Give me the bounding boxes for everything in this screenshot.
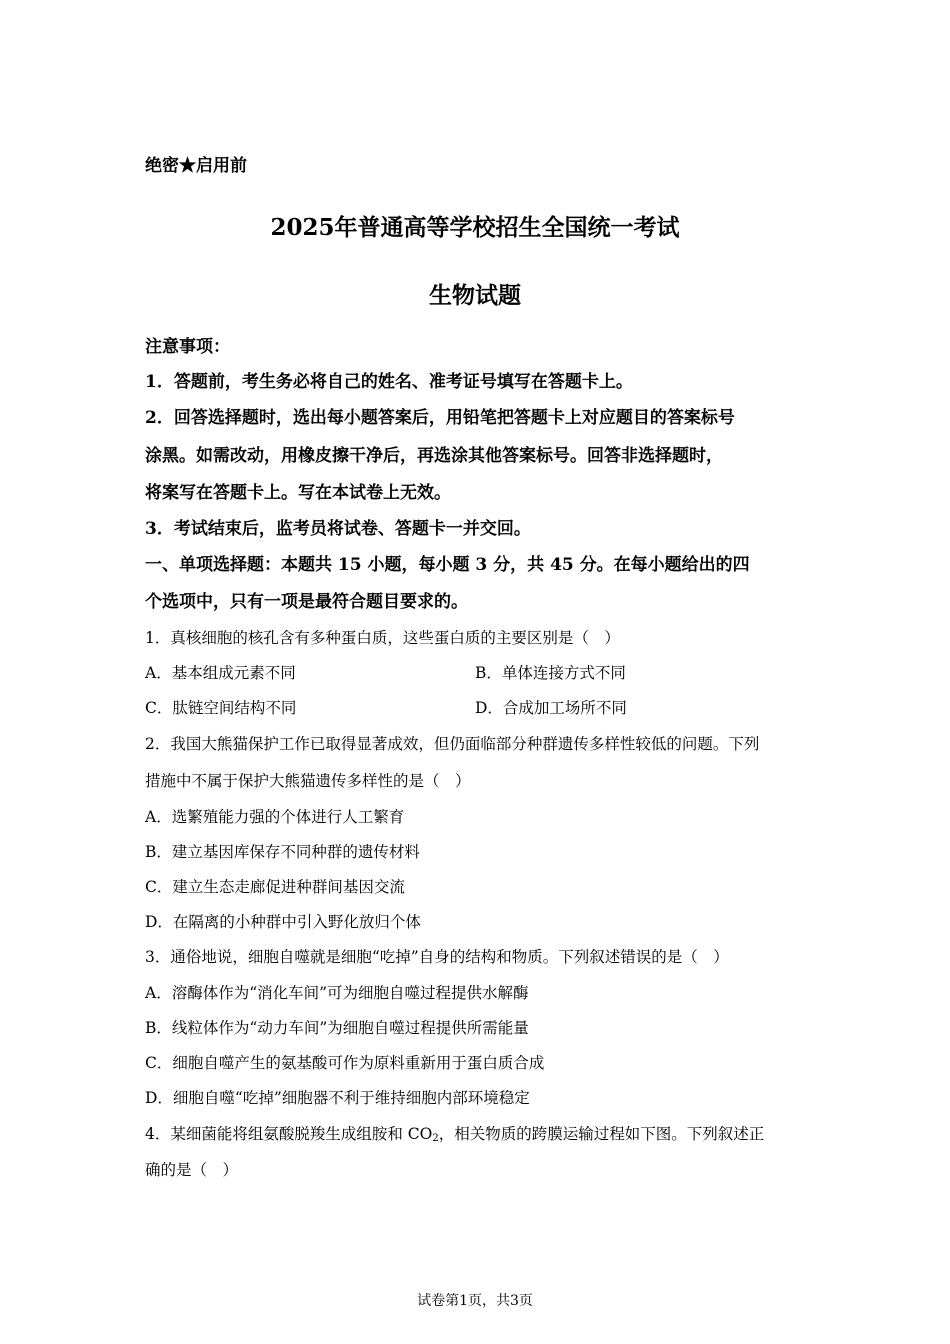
notes-item-2-line-3: 将案写在答题卡上。写在本试卷上无效。 [145,483,451,503]
question-3-option-c: C．细胞自噬产生的氨基酸可作为原料重新用于蛋白质合成 [145,1054,545,1072]
question-2-option-a: A．选繁殖能力强的个体进行人工繁育 [145,808,405,826]
page-footer: 试卷第1页，共3页 [417,1293,533,1309]
question-1-option-c: C．肽链空间结构不同 [145,699,297,717]
notes-heading: 注意事项： [145,337,230,357]
notes-item-3: 3．考试结束后，监考员将试卷、答题卡一并交回。 [145,519,531,539]
exam-title: 2025年普通高等学校招生全国统一考试 [270,214,680,241]
question-4-stem-text-a: 4．某细菌能将组氨酸脱羧生成组胺和 CO [145,1125,433,1143]
question-3-option-a: A．溶酶体作为“消化车间”可为细胞自噬过程提供水解酶 [145,984,529,1002]
question-2-option-b: B．建立基因库保存不同种群的遗传材料 [145,843,420,861]
section-1-heading-line-2: 个选项中，只有一项是最符合题目要求的。 [145,592,468,612]
question-4-stem-line-2: 确的是（ ） [145,1161,239,1179]
notes-item-2-line-1: 2．回答选择题时，选出每小题答案后，用铅笔把答题卡上对应题目的答案标号 [145,408,735,428]
question-4-stem-text-b: ，相关物质的跨膜运输过程如下图。下列叙述正 [438,1125,765,1143]
question-4-stem-line-1 [145,1124,810,1149]
exam-subject: 生物试题 [429,282,521,309]
question-1-option-d: D．合成加工场所不同 [475,699,627,717]
question-2-stem-line-2: 措施中不属于保护大熊猫遗传多样性的是（ ） [145,772,471,790]
question-1-option-b: B．单体连接方式不同 [475,664,626,682]
question-1-stem: 1．真核细胞的核孔含有多种蛋白质，这些蛋白质的主要区别是（ ） [145,629,620,647]
notes-item-2-line-2: 涂黑。如需改动，用橡皮擦干净后，再选涂其他答案标号。回答非选择题时， [145,446,723,466]
question-2-stem-line-1: 2．我国大熊猫保护工作已取得显著成效，但仍面临部分种群遗传多样性较低的问题。下列 [145,735,760,753]
question-2-option-c: C．建立生态走廊促进种群间基因交流 [145,878,405,896]
question-3-option-b: B．线粒体作为“动力车间”为细胞自噬过程提供所需能量 [145,1019,529,1037]
question-3-option-d: D．细胞自噬“吃掉”细胞器不利于维持细胞内部环境稳定 [145,1089,530,1107]
confidential-label: 绝密★启用前 [145,156,247,176]
question-2-option-d: D．在隔离的小种群中引入野化放归个体 [145,913,421,931]
question-4-subscript: 2 [432,1133,439,1144]
question-1-option-a: A．基本组成元素不同 [145,664,296,682]
notes-item-1: 1．答题前，考生务必将自己的姓名、准考证号填写在答题卡上。 [145,372,633,392]
section-1-heading-line-1: 一、单项选择题：本题共 15 小题，每小题 3 分，共 45 分。在每小题给出的四 [145,555,750,575]
question-3-stem: 3．通俗地说，细胞自噬就是细胞“吃掉”自身的结构和物质。下列叙述错误的是（ ） [145,948,729,966]
